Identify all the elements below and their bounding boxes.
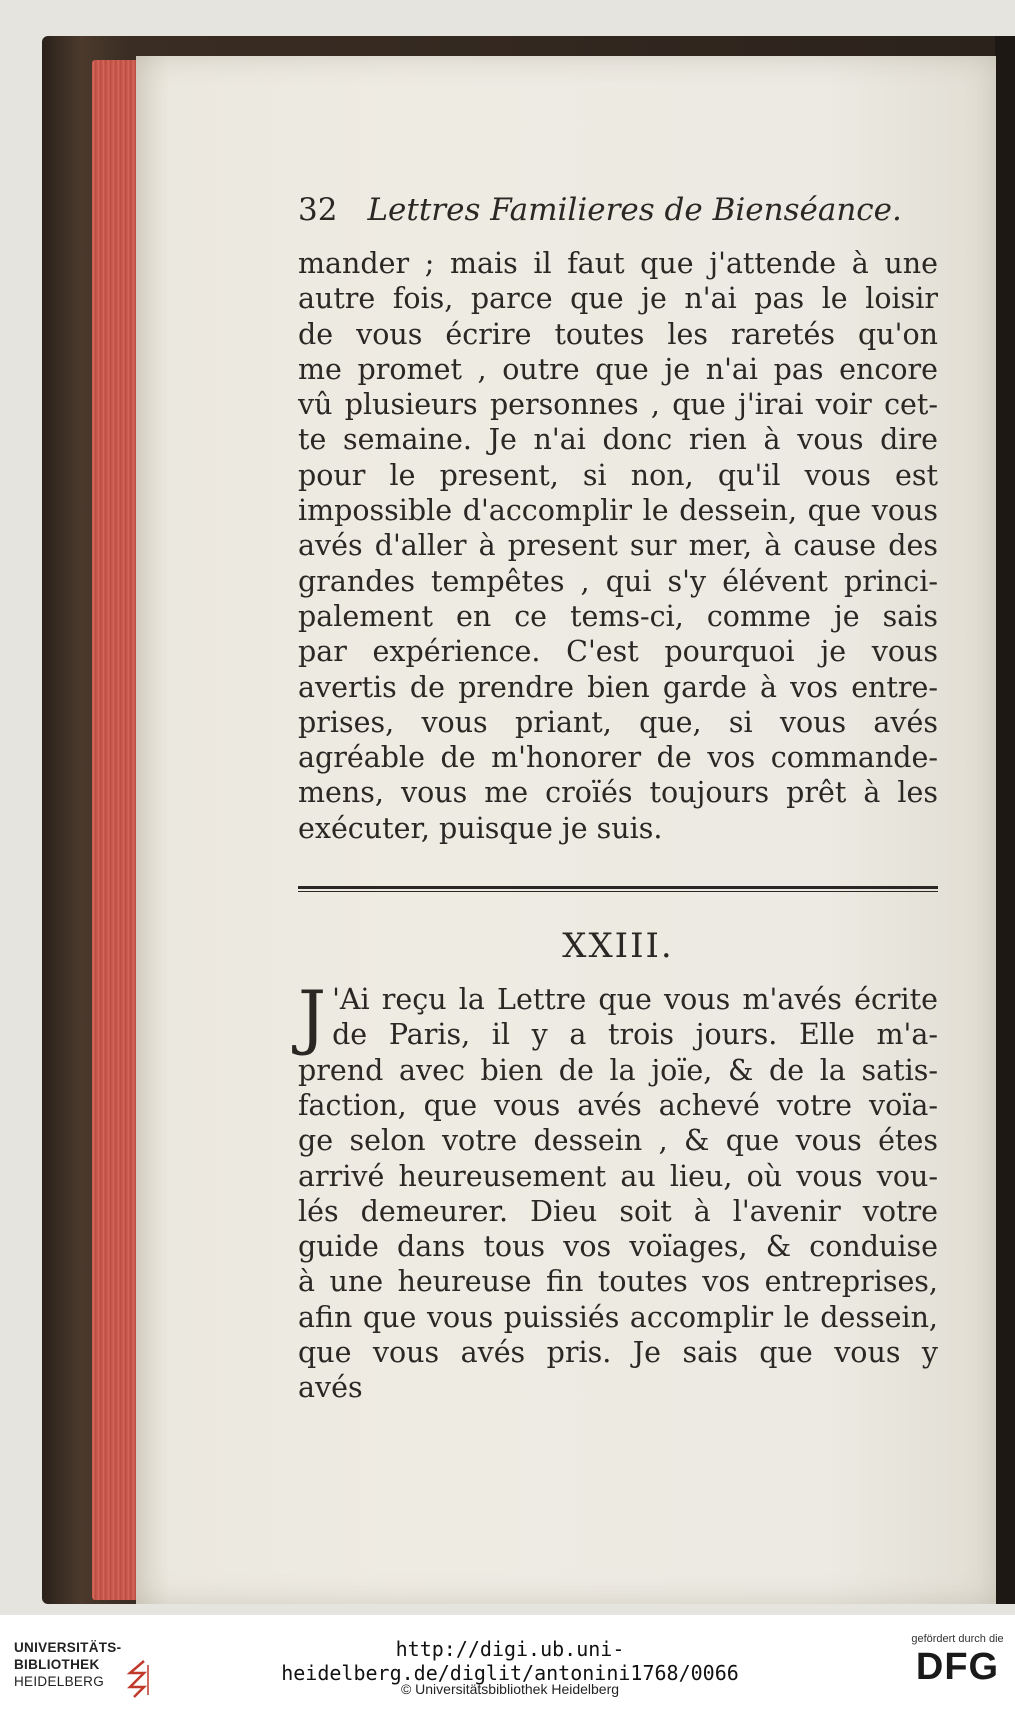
text-line: de vous écrire toutes les raretés qu'on xyxy=(298,317,938,351)
text-line: par expérience. C'est pourquoi je vous xyxy=(298,635,938,669)
page-number: 32 xyxy=(298,192,338,228)
text-line: à une heureuse fin toutes vos entreprises, xyxy=(298,1265,938,1299)
digitization-footer xyxy=(0,1615,1015,1714)
running-header xyxy=(298,192,938,246)
text-line: avertis de prendre bien garde à vos entre- xyxy=(298,670,938,704)
text-line: de Paris, il y a trois jours. Elle m'a- xyxy=(332,1018,938,1052)
text-line: prises, vous priant, que, si vous avés xyxy=(298,705,938,739)
text-line: exécuter, puisque je suis. xyxy=(298,811,663,845)
text-line: autre fois, parce que je n'ai pas le loisir xyxy=(298,282,938,316)
text-line: arrivé heureusement au lieu, où vous vou- xyxy=(298,1159,938,1193)
copyright-notice: © Universitätsbibliothek Heidelberg xyxy=(400,1681,620,1697)
text-line: palement en ce tems-ci, comme je sais xyxy=(298,599,938,633)
library-name-line2: BIBLIOTHEK xyxy=(14,1657,100,1672)
divider-thin-rule xyxy=(298,891,938,892)
section-divider xyxy=(298,886,938,896)
library-name-line3: HEIDELBERG xyxy=(14,1674,105,1689)
text-line: faction, que vous avés achevé votre voïa- xyxy=(298,1088,938,1122)
drop-cap: J xyxy=(298,976,327,1059)
letter-heading: XXIII. xyxy=(562,926,674,967)
catchword: avés xyxy=(298,1371,363,1405)
text-line: pour le present, si non, qu'il vous est xyxy=(298,458,938,492)
library-name-line1: UNIVERSITÄTS- xyxy=(14,1640,122,1655)
text-line: afin que vous puissiés accomplir le dessein, xyxy=(298,1300,938,1334)
text-line: agréable de m'honorer de vos commande- xyxy=(298,741,938,775)
text-line: me promet , outre que je n'ai pas encore xyxy=(298,352,938,386)
text-line: avés d'aller à present sur mer, à cause des xyxy=(298,529,938,563)
divider-thick-rule xyxy=(298,886,938,889)
text-line: 'Ai reçu la Lettre que vous m'avés écrite xyxy=(332,983,938,1017)
text-line: guide dans tous vos voïages, & conduise xyxy=(298,1230,938,1264)
page-text-block xyxy=(298,192,938,1406)
library-logo xyxy=(14,1639,144,1699)
text-line: vû plusieurs personnes , que j'irai voir cet- xyxy=(298,388,938,422)
text-line: mens, vous me croïés toujours prêt à les xyxy=(298,776,938,810)
funder-name: DFG xyxy=(915,1646,1000,1688)
text-line: prend avec bien de la joïe, & de la satis- xyxy=(298,1053,938,1087)
text-line: que vous avés pris. Je sais que vous y xyxy=(298,1336,938,1370)
text-line: ge selon votre dessein , & que vous étes xyxy=(298,1124,938,1158)
text-line: impossible d'accomplir le dessein, que vous xyxy=(298,494,938,528)
text-line: mander ; mais il faut que j'attende à une xyxy=(298,247,938,280)
text-line: grandes tempêtes , qui s'y élévent princi- xyxy=(298,564,938,598)
letter-22-closing-paragraph xyxy=(298,246,938,846)
red-page-edges xyxy=(92,60,138,1600)
funder-note: gefördert durch die xyxy=(911,1633,1004,1645)
funder-logo xyxy=(905,1633,1010,1689)
running-title: Lettres Familieres de Bienséance. xyxy=(367,192,902,228)
text-line: lés demeurer. Dieu soit à l'avenir votre xyxy=(298,1194,938,1228)
permalink-url[interactable]: http://digi.ub.uni-heidelberg.de/diglit/antonini1768/0066 xyxy=(281,1637,739,1685)
library-emblem-icon xyxy=(124,1659,150,1699)
book-spine-edge xyxy=(995,36,1015,1604)
text-line: te semaine. Je n'ai donc rien à vous dire xyxy=(298,423,938,457)
letter-23-paragraph xyxy=(298,976,938,1370)
